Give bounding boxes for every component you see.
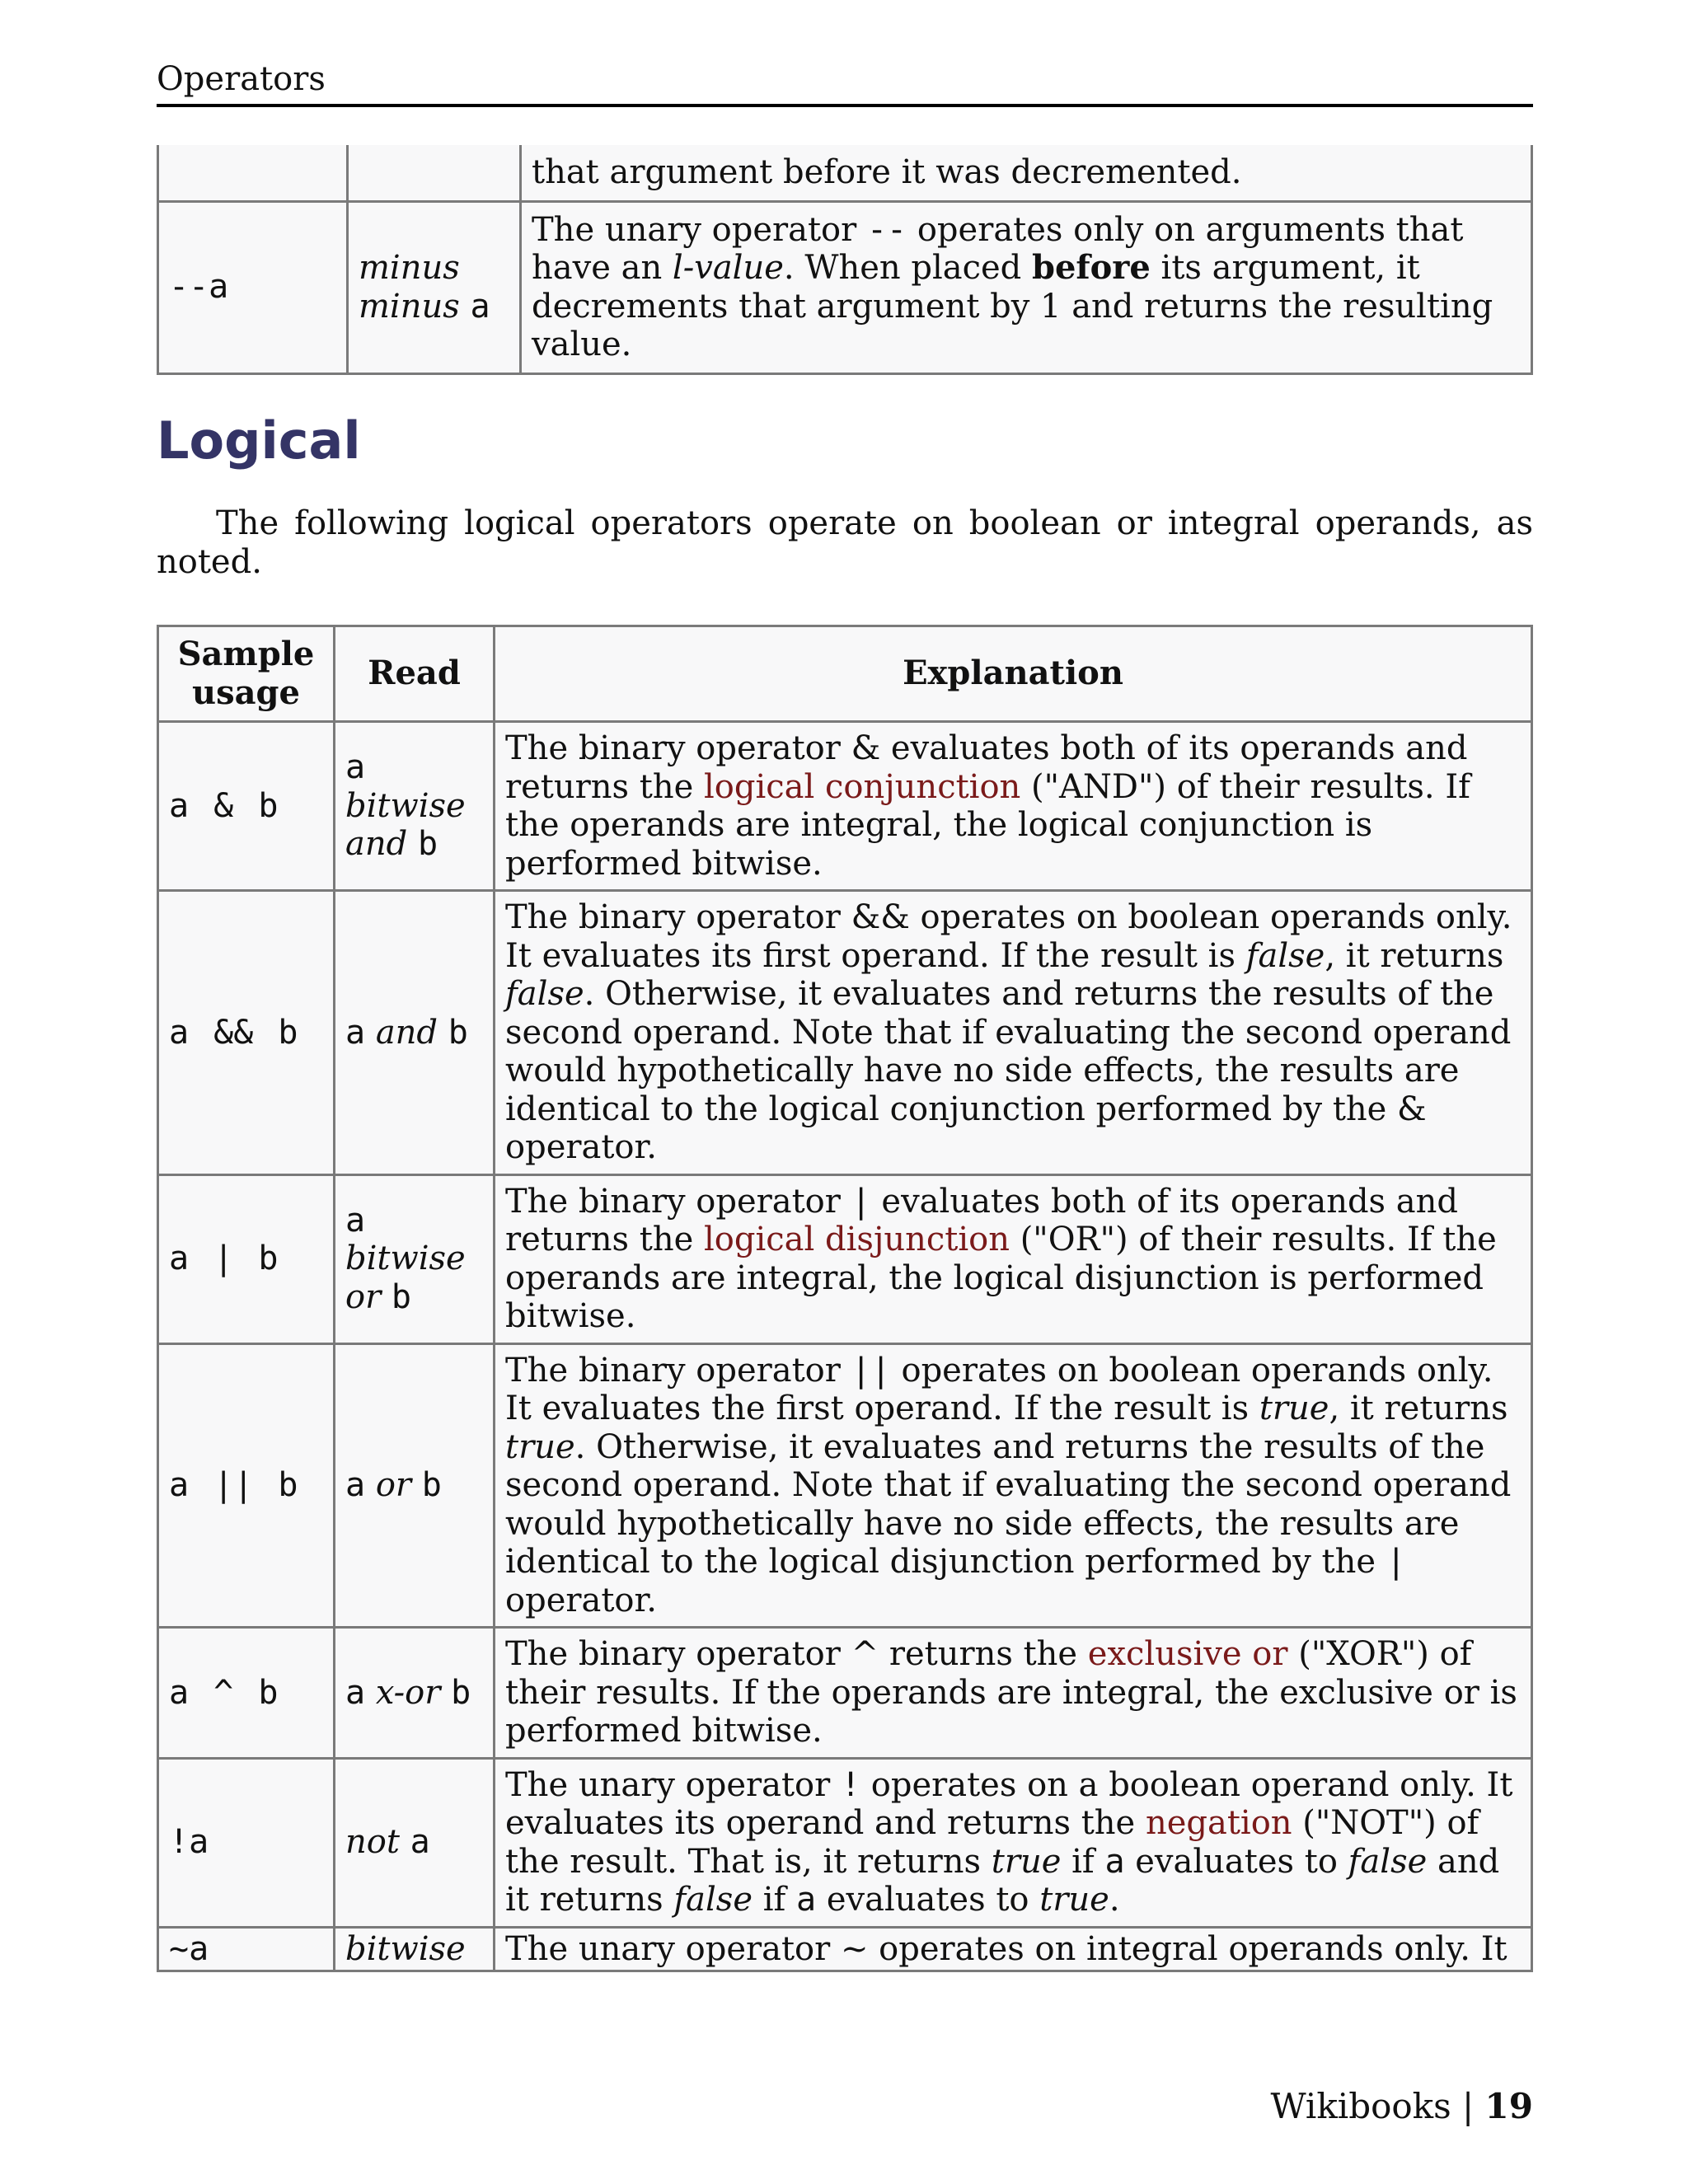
section-heading: Logical xyxy=(157,410,361,471)
table-row xyxy=(158,1927,1532,1971)
read-cell: a bitwise and b xyxy=(335,722,495,891)
read-cell: a bitwise or b xyxy=(335,1174,495,1343)
usage-cell: a ^ b xyxy=(158,1628,335,1759)
read-cell: minus minus a xyxy=(348,201,521,373)
table-row xyxy=(158,1343,1532,1628)
read-cell: not a xyxy=(335,1758,495,1927)
explanation-cell: The unary operator ! operates on a boolean operand only. It evaluates its operand and returns the negation ("NOT") of the result. That is, it returns true if a evaluates to false and it returns false if a evaluates to true. xyxy=(495,1758,1532,1927)
usage-cell: a && b xyxy=(158,891,335,1175)
usage-cell: a || b xyxy=(158,1343,335,1628)
header-read: Read xyxy=(335,626,495,722)
explanation-cell: The binary operator && operates on boolean operands only. It evaluates its first operand. If the result is false, it returns false. Otherwise, it evaluates and returns the results of the second operand. Note that if evaluating the second operand would hypothetically have no side effects, the results are identical to the logical conjunction performed by the & operator. xyxy=(495,891,1532,1175)
explanation-cell: The unary operator ~ operates on integral operands only. It xyxy=(495,1927,1532,1971)
table-row xyxy=(158,145,1532,201)
logical-operators-table xyxy=(157,625,1533,1972)
decrement-table xyxy=(157,145,1533,375)
footer-separator: | xyxy=(1462,2086,1475,2126)
page-header xyxy=(157,56,1533,107)
read-cell: bitwise xyxy=(335,1927,495,1971)
header-usage: Sample usage xyxy=(158,626,335,722)
footer-site: Wikibooks xyxy=(1270,2086,1451,2126)
section-intro: The following logical operators operate on boolean or integral operands, as noted. xyxy=(157,504,1533,581)
table-row xyxy=(158,1758,1532,1927)
explanation-cell: The binary operator || operates on boolean operands only. It evaluates the first operand. If the result is true, it returns true. Otherwise, it evaluates and returns the results of the second operand. Note that if evaluating the second operand would hypothetically have no side effects, the results are identical to the logical disjunction performed by the | operator. xyxy=(495,1343,1532,1628)
header-explanation: Explanation xyxy=(495,626,1532,722)
read-cell xyxy=(348,145,521,201)
explanation-cell: The binary operator ^ returns the exclusive or ("XOR") of their results. If the operands are integral, the exclusive or is performed bitwise. xyxy=(495,1628,1532,1759)
usage-cell: !a xyxy=(158,1758,335,1927)
read-cell: a or b xyxy=(335,1343,495,1628)
table-row xyxy=(158,1174,1532,1343)
explanation-cell: The unary operator -- operates only on arguments that have an l-value. When placed before its argument, it decrements that argument by 1 and returns the resulting value. xyxy=(521,201,1532,373)
usage-cell: ~a xyxy=(158,1927,335,1971)
table-row xyxy=(158,1628,1532,1759)
usage-cell: a & b xyxy=(158,722,335,891)
table-row xyxy=(158,201,1532,373)
table-row xyxy=(158,722,1532,891)
explanation-cell: that argument before it was decremented. xyxy=(521,145,1532,201)
table-header-row xyxy=(158,626,1532,722)
page-footer xyxy=(1270,2083,1533,2130)
page-number: 19 xyxy=(1484,2086,1533,2126)
explanation-cell: The binary operator & evaluates both of its operands and returns the logical conjunction ("AND") of their results. If the operands are integral, the logical conjunction is performed bitwise. xyxy=(495,722,1532,891)
read-cell: a and b xyxy=(335,891,495,1175)
usage-cell: a | b xyxy=(158,1174,335,1343)
table-row xyxy=(158,891,1532,1175)
explanation-cell: The binary operator | evaluates both of its operands and returns the logical disjunction ("OR") of their results. If the operands are integral, the logical disjunction is performed bitwise. xyxy=(495,1174,1532,1343)
page-header-title: Operators xyxy=(157,60,326,98)
read-cell: a x-or b xyxy=(335,1628,495,1759)
usage-cell xyxy=(158,145,348,201)
usage-cell: --a xyxy=(158,201,348,373)
